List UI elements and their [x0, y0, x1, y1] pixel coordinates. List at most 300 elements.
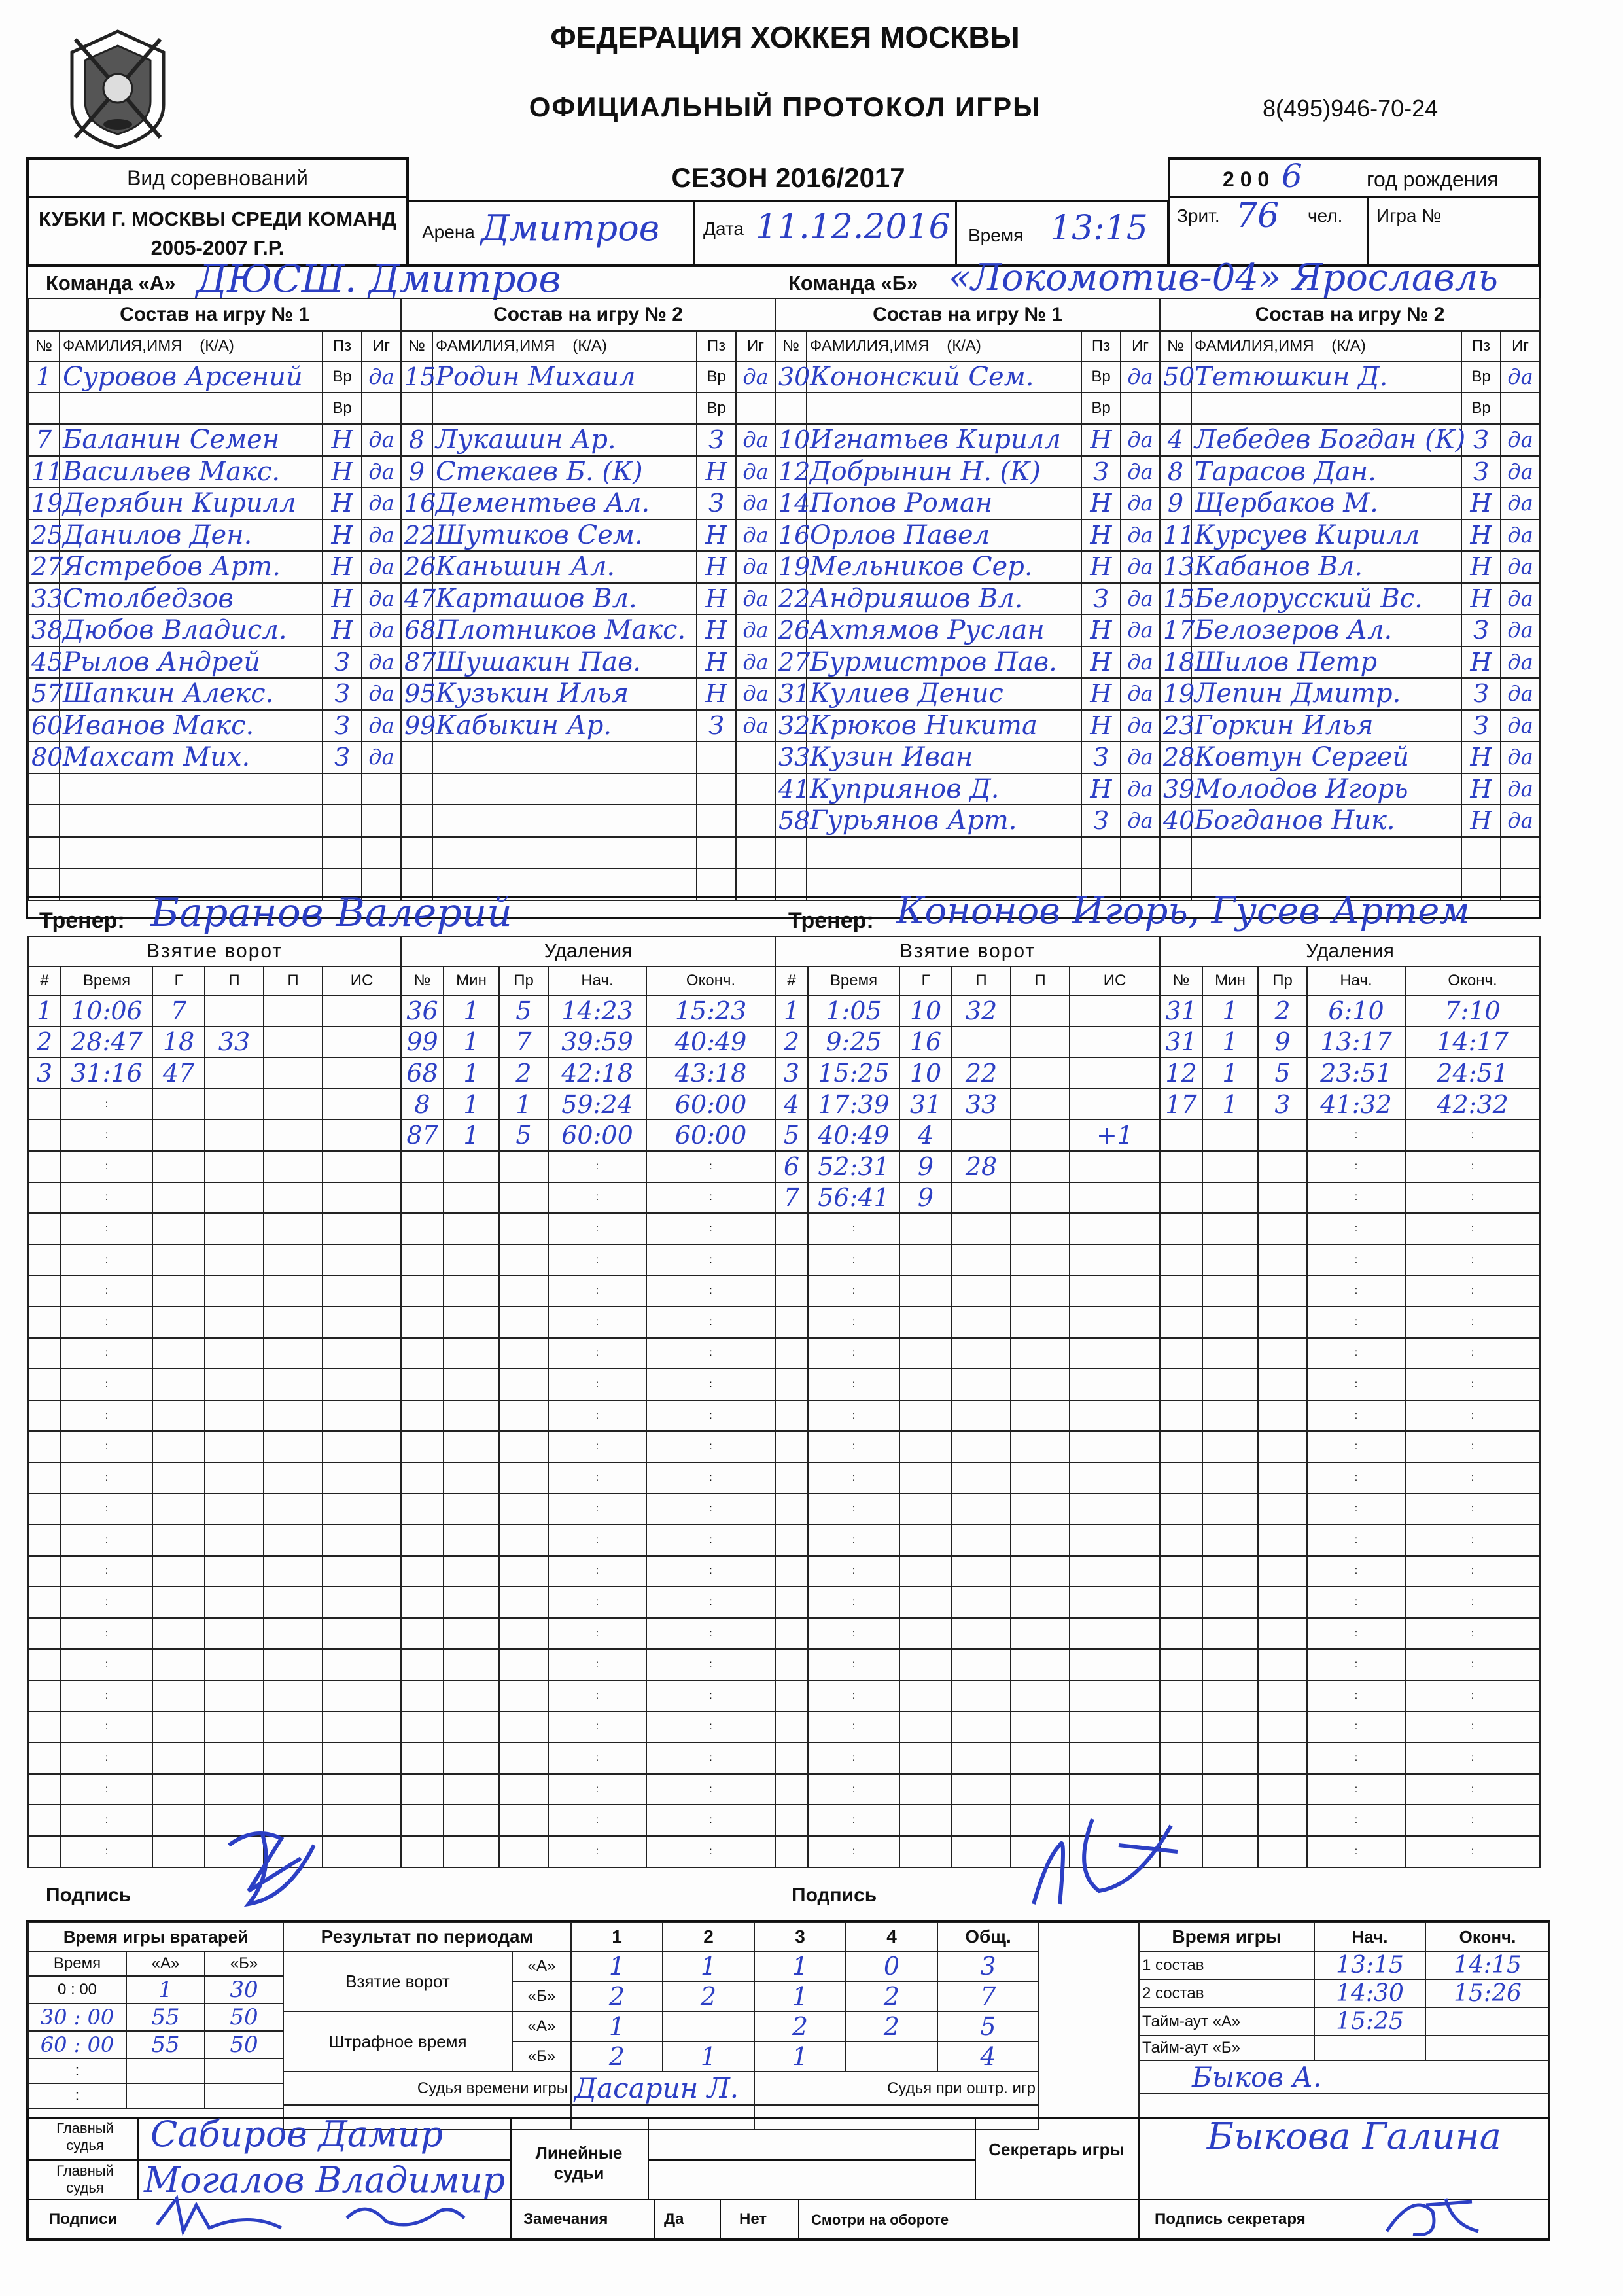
goal-scorer [152, 1431, 205, 1462]
penalty-end: 14:17 [1405, 1027, 1540, 1058]
penalty-start: 23:51 [1307, 1057, 1405, 1089]
player-position: Вр [697, 393, 736, 424]
goal-time: : [61, 1805, 152, 1836]
player-position: З [697, 424, 736, 456]
penalty-row [401, 1462, 775, 1494]
goal-row [775, 1120, 1160, 1151]
penalty-minutes [1202, 1213, 1258, 1245]
penalty-row [1160, 1462, 1540, 1494]
penalty-start: : [548, 1182, 646, 1214]
period-value: 2 [846, 2011, 937, 2041]
period-value: 1 [571, 2011, 663, 2041]
penalty-minutes [1202, 1431, 1258, 1462]
player-number: 7 [28, 424, 60, 456]
penalty-row [401, 1494, 775, 1525]
remarks-no[interactable]: Нет [739, 2210, 767, 2228]
penalty-row [401, 1089, 775, 1120]
linesmen-label: Линейные судьи [535, 2143, 623, 2183]
penalty-row [401, 1712, 775, 1743]
penalty-end: : [1405, 1618, 1540, 1650]
goal-assist-2 [264, 1120, 323, 1151]
period-value: 1 [663, 1951, 754, 1981]
goal-row [28, 1151, 401, 1182]
goal-assist-1 [952, 1805, 1011, 1836]
player-position: Н [1461, 741, 1501, 773]
penalty-row [1160, 1151, 1540, 1182]
goal-scorer [899, 1742, 952, 1774]
goal-assist-1 [205, 1307, 264, 1338]
goal-number: 5 [775, 1120, 808, 1151]
goal-situation [323, 1027, 401, 1058]
goal-time: : [808, 1649, 899, 1680]
player-position: Н [1461, 487, 1501, 520]
penalty-end: : [1405, 1494, 1540, 1525]
penalty-row [1160, 1275, 1540, 1307]
goal-situation [1070, 1774, 1160, 1805]
goal-assist-1 [205, 1649, 264, 1680]
penalty-start: : [548, 1151, 646, 1182]
player-number: 19 [775, 551, 807, 583]
goal-time: : [808, 1462, 899, 1494]
penalty-player [1160, 1431, 1202, 1462]
penalty-reason [499, 1431, 548, 1462]
penalty-row [1160, 1182, 1540, 1214]
player-name [432, 741, 697, 773]
penalty-row [401, 1400, 775, 1432]
penalty-minutes [444, 1525, 499, 1556]
penalty-player [1160, 1213, 1202, 1245]
goal-scorer [152, 1182, 205, 1214]
penalty-minutes [444, 1369, 499, 1400]
goal-row [775, 1369, 1160, 1400]
game-time-end [1425, 2007, 1550, 2036]
penalty-row [401, 1525, 775, 1556]
shootout-judge-name: Быков А. [1139, 2060, 1550, 2094]
penalty-end: : [1405, 1307, 1540, 1338]
penalty-end: : [646, 1400, 775, 1432]
goal-number [28, 1120, 61, 1151]
player-position: Н [697, 614, 736, 646]
roster-a1-table [27, 298, 402, 901]
team-a-penalties-title: Удаления [401, 936, 775, 966]
goal-row [775, 1151, 1160, 1182]
penalty-start: 14:23 [548, 995, 646, 1027]
penalty-minutes [1202, 1307, 1258, 1338]
goal-number [28, 1245, 61, 1276]
roster-row [1160, 393, 1540, 424]
player-number: 27 [28, 551, 60, 583]
goal-number: 4 [775, 1089, 808, 1120]
penalty-end: : [1405, 1712, 1540, 1743]
penalty-minutes: 1 [444, 1027, 499, 1058]
goal-col-header: ИС [1070, 966, 1160, 995]
time-value: 13:15 [1050, 209, 1148, 248]
player-number: 87 [401, 646, 432, 679]
player-played: да [362, 614, 401, 646]
player-name [1191, 837, 1461, 869]
player-name: Кабанов Вл. [1191, 551, 1461, 583]
penalty-reason [499, 1338, 548, 1369]
player-position: Н [1461, 520, 1501, 552]
penalty-reason [499, 1400, 548, 1432]
player-played: да [362, 361, 401, 393]
penalty-reason [499, 1494, 548, 1525]
player-number: 33 [28, 583, 60, 615]
penalty-end: : [1405, 1774, 1540, 1805]
player-played: да [362, 583, 401, 615]
goal-situation [1070, 1213, 1160, 1245]
player-position: Вр [1461, 361, 1501, 393]
goal-scorer [152, 1120, 205, 1151]
player-position: Н [1081, 678, 1121, 710]
goal-assist-1 [952, 1431, 1011, 1462]
penalty-minutes [444, 1151, 499, 1182]
roster-row [775, 424, 1160, 456]
penalty-end: : [646, 1649, 775, 1680]
goal-col-header: Время [808, 966, 899, 995]
birth-year-prefix: 2 0 0 [1223, 168, 1270, 191]
player-played [736, 805, 775, 837]
goal-situation [1070, 1400, 1160, 1432]
goal-row [28, 995, 401, 1027]
goal-number [28, 1712, 61, 1743]
period-row [283, 2011, 1039, 2041]
penalty-player: 31 [1160, 995, 1202, 1027]
penalty-reason [1258, 1587, 1307, 1618]
player-name: Богданов Ник. [1191, 805, 1461, 837]
goal-scorer [152, 1245, 205, 1276]
player-name: Добрынин Н. (К) [807, 456, 1081, 488]
penalty-end: : [1405, 1245, 1540, 1276]
remarks-label: Замечания [523, 2210, 608, 2228]
penalty-reason [499, 1618, 548, 1650]
penalty-minutes [1202, 1742, 1258, 1774]
player-played: да [1121, 805, 1160, 837]
goal-situation [1070, 1649, 1160, 1680]
goal-assist-1 [952, 1680, 1011, 1712]
team-a-goals-title: Взятие ворот [28, 936, 401, 966]
period-value: 2 [754, 2011, 846, 2041]
penalty-reason: 3 [1258, 1089, 1307, 1120]
goal-number [775, 1774, 808, 1805]
goal-assist-2 [264, 1027, 323, 1058]
player-played [1501, 868, 1540, 900]
penalty-start: : [1307, 1712, 1405, 1743]
timekeeper-label: Судья времени игры [283, 2072, 571, 2105]
player-position: Н [1461, 551, 1501, 583]
goal-situation [323, 1712, 401, 1743]
goal-scorer [899, 1369, 952, 1400]
penalty-minutes [1202, 1712, 1258, 1743]
goal-scorer [152, 1307, 205, 1338]
goal-number: 3 [775, 1057, 808, 1089]
goal-assist-2 [1011, 1556, 1070, 1587]
goal-assist-1 [205, 1338, 264, 1369]
goal-assist-1 [952, 1120, 1011, 1151]
goalie-col-header: «Б» [205, 1951, 283, 1976]
player-name: Игнатьев Кирилл [807, 424, 1081, 456]
goal-col-header: # [775, 966, 808, 995]
goalie-time-table [27, 1922, 284, 2109]
goal-scorer: 16 [899, 1027, 952, 1058]
penalty-player [401, 1618, 444, 1650]
roster-row [401, 520, 775, 552]
goal-time: : [61, 1400, 152, 1432]
penalty-reason: 5 [1258, 1057, 1307, 1089]
player-name: Дементьев Ал. [432, 487, 697, 520]
player-position: Н [1461, 583, 1501, 615]
goal-time: 9:25 [808, 1027, 899, 1058]
goal-time: : [808, 1213, 899, 1245]
player-position: З [1081, 583, 1121, 615]
penalty-reason [1258, 1120, 1307, 1151]
shootout-judge-label: Судья при оштр. игр [754, 2072, 1039, 2105]
goalie-time-mark: : [28, 2083, 126, 2108]
player-name: Данилов Ден. [60, 520, 323, 552]
roster-a2-col-no: № [401, 331, 432, 361]
roster-row [401, 393, 775, 424]
roster-row [775, 773, 1160, 805]
goal-row [775, 1338, 1160, 1369]
player-number: 12 [775, 456, 807, 488]
player-played: да [1501, 805, 1540, 837]
penalty-minutes [1202, 1618, 1258, 1650]
penalty-row [1160, 1369, 1540, 1400]
goal-row [775, 1275, 1160, 1307]
roster-a2-title: Состав на игру № 2 [401, 298, 775, 331]
player-played [1121, 837, 1160, 869]
penalty-minutes [1202, 1774, 1258, 1805]
goal-time: 28:47 [61, 1027, 152, 1058]
player-position: Н [323, 583, 362, 615]
penalty-row [401, 1587, 775, 1618]
penalty-player [401, 1431, 444, 1462]
goal-assist-2 [1011, 1525, 1070, 1556]
goal-scorer: 31 [899, 1089, 952, 1120]
goal-situation [323, 1431, 401, 1462]
goal-assist-2 [264, 1089, 323, 1120]
period-value: 2 [571, 2041, 663, 2072]
player-position: Вр [1081, 361, 1121, 393]
player-number: 57 [28, 678, 60, 710]
roster-row [775, 710, 1160, 742]
penalty-end: : [646, 1275, 775, 1307]
goal-col-header: П [264, 966, 323, 995]
goal-assist-1 [205, 1120, 264, 1151]
penalty-start: : [1307, 1556, 1405, 1587]
player-played: да [362, 678, 401, 710]
spectators-label: Зрит. [1177, 205, 1220, 226]
roster-row [1160, 520, 1540, 552]
penalty-minutes [1202, 1649, 1258, 1680]
player-name [1191, 393, 1461, 424]
penalty-minutes [444, 1805, 499, 1836]
roster-row [1160, 678, 1540, 710]
player-name: Орлов Павел [807, 520, 1081, 552]
penalty-start: : [548, 1712, 646, 1743]
penalty-end: : [646, 1245, 775, 1276]
goal-time: : [61, 1431, 152, 1462]
penalty-minutes [444, 1742, 499, 1774]
goal-assist-1 [952, 1742, 1011, 1774]
player-position: Н [323, 551, 362, 583]
penalty-player [1160, 1462, 1202, 1494]
roster-b1-table [775, 298, 1161, 901]
goal-col-header: П [952, 966, 1011, 995]
penalty-minutes [1202, 1120, 1258, 1151]
goal-time: : [808, 1742, 899, 1774]
game-time-table [1138, 1922, 1550, 2119]
goal-situation [1070, 1089, 1160, 1120]
goal-assist-1 [952, 1245, 1011, 1276]
roster-row [401, 487, 775, 520]
goal-assist-1 [205, 1680, 264, 1712]
goal-row [28, 1587, 401, 1618]
player-played [736, 837, 775, 869]
player-position [323, 837, 362, 869]
goal-row [775, 1494, 1160, 1525]
player-played: да [1501, 741, 1540, 773]
goal-time: : [808, 1836, 899, 1867]
goal-number: 2 [28, 1027, 61, 1058]
penalty-end: : [646, 1587, 775, 1618]
player-played: да [1501, 646, 1540, 679]
penalty-player [1160, 1120, 1202, 1151]
goal-situation [323, 1182, 401, 1214]
goal-scorer [899, 1462, 952, 1494]
penalty-reason [1258, 1556, 1307, 1587]
coach-a-name: Баранов Валерий [150, 890, 512, 936]
goal-col-header: Время [61, 966, 152, 995]
penalty-player: 17 [1160, 1089, 1202, 1120]
goal-assist-1 [952, 1275, 1011, 1307]
period-value: 7 [937, 1981, 1039, 2011]
penalty-end: : [646, 1494, 775, 1525]
penalty-start: : [1307, 1182, 1405, 1214]
goal-scorer [899, 1431, 952, 1462]
player-played: да [362, 646, 401, 679]
penalty-start: : [1307, 1462, 1405, 1494]
penalty-end: : [1405, 1400, 1540, 1432]
goal-scorer: 18 [152, 1027, 205, 1058]
goal-assist-2 [264, 1057, 323, 1089]
roster-row [775, 583, 1160, 615]
player-name: Шапкин Алекс. [60, 678, 323, 710]
penalty-reason [499, 1649, 548, 1680]
penalty-player [401, 1307, 444, 1338]
player-number: 9 [401, 456, 432, 488]
goal-number [775, 1431, 808, 1462]
player-name [60, 393, 323, 424]
player-position: Н [697, 551, 736, 583]
roster-row [775, 614, 1160, 646]
player-number: 27 [775, 646, 807, 679]
goal-col-header: Г [152, 966, 205, 995]
penalty-end: : [1405, 1742, 1540, 1774]
player-played: да [736, 678, 775, 710]
penalty-end: : [646, 1774, 775, 1805]
roster-a1-title: Состав на игру № 1 [28, 298, 401, 331]
goal-time: : [808, 1805, 899, 1836]
penalty-player [1160, 1525, 1202, 1556]
penalty-minutes [1202, 1525, 1258, 1556]
penalty-row [1160, 1774, 1540, 1805]
player-number: 38 [28, 614, 60, 646]
goal-number [775, 1836, 808, 1867]
penalty-row [1160, 1494, 1540, 1525]
roster-row [28, 456, 401, 488]
goal-assist-2 [264, 1494, 323, 1525]
goal-situation [1070, 1182, 1160, 1214]
remarks-yes[interactable]: Да [664, 2210, 684, 2228]
game-time-row [1139, 2036, 1550, 2060]
game-number-label: Игра № [1376, 205, 1442, 226]
goal-col-header: ИС [323, 966, 401, 995]
goal-number [28, 1182, 61, 1214]
roster-row [1160, 456, 1540, 488]
goal-assist-1 [205, 1462, 264, 1494]
penalty-reason [1258, 1245, 1307, 1276]
penalty-reason [1258, 1680, 1307, 1712]
penalty-start: : [548, 1525, 646, 1556]
goal-number [28, 1400, 61, 1432]
player-played: да [736, 520, 775, 552]
team-b-label: Команда «Б» [788, 272, 918, 294]
arena-label: Арена [422, 222, 475, 242]
goal-row [28, 1462, 401, 1494]
period-value: 4 [937, 2041, 1039, 2072]
penalty-row [401, 1213, 775, 1245]
penalty-start: : [1307, 1494, 1405, 1525]
penalty-reason [499, 1275, 548, 1307]
penalty-minutes: 1 [1202, 1057, 1258, 1089]
goal-number: 7 [775, 1182, 808, 1214]
goal-scorer [899, 1213, 952, 1245]
player-played: да [736, 424, 775, 456]
roster-row [1160, 710, 1540, 742]
signature-a-label: Подпись [46, 1884, 131, 1906]
player-number: 10 [775, 424, 807, 456]
game-time-end: 15:26 [1425, 1979, 1550, 2007]
player-position: З [697, 710, 736, 742]
player-position [697, 805, 736, 837]
period-value: 2 [571, 1981, 663, 2011]
roster-a2-table [400, 298, 776, 901]
player-position [1081, 837, 1121, 869]
goal-time: : [61, 1587, 152, 1618]
goal-assist-2 [1011, 1151, 1070, 1182]
period-team: «А» [512, 2011, 571, 2041]
roster-b2-col-name: ФАМИЛИЯ,ИМЯ (К/А) [1191, 331, 1461, 361]
penalty-end: : [646, 1712, 775, 1743]
goal-situation [323, 1057, 401, 1089]
player-played: да [736, 614, 775, 646]
goal-assist-2 [1011, 1431, 1070, 1462]
player-position: З [1461, 424, 1501, 456]
penalty-minutes [1202, 1680, 1258, 1712]
goal-row [775, 1462, 1160, 1494]
player-number [775, 868, 807, 900]
goal-time: : [61, 1369, 152, 1400]
roster-row [1160, 487, 1540, 520]
penalty-end: : [646, 1431, 775, 1462]
goal-situation [1070, 1587, 1160, 1618]
player-name [60, 805, 323, 837]
goal-assist-1 [952, 1400, 1011, 1432]
penalty-start: : [1307, 1836, 1405, 1867]
penalty-minutes [444, 1587, 499, 1618]
penalty-col-header: № [401, 966, 444, 995]
